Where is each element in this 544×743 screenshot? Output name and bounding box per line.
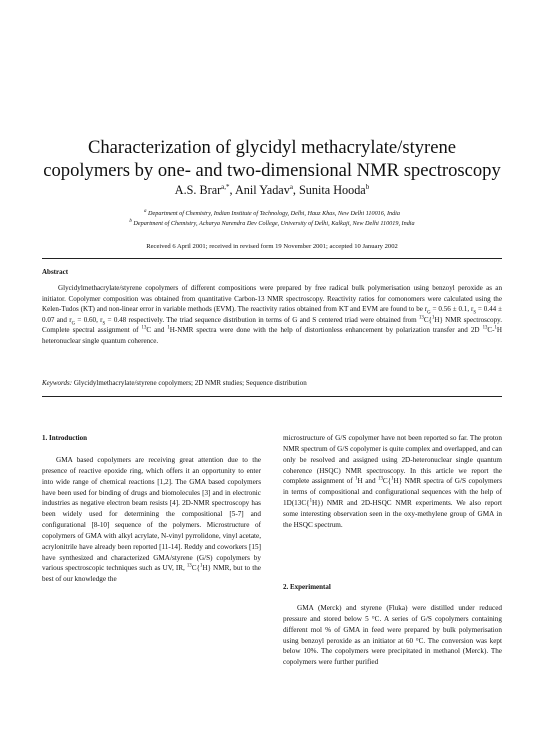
author-yadav-marks: a [289, 183, 293, 191]
author-brar-marks: a,* [221, 183, 230, 191]
abstract-text: H-NMR spectra were done with the help of distortionless enhancement by polarization transfer and 2D [169, 326, 483, 334]
body-text: GMA based copolymers are receiving great attention due to the presence of reactive epoxide ring, which offers it an opportunity to enter into wide range of chemical reactions [1,2]. The GMA based copolymers have been used for binding of drugs and biomolecules [3] and in electronic industries as negative electron beam resists [4]. 2D-NMR spectroscopy has been widely used for determining the compositional [5-7] and configurational [8-10] sequence of the polymers. Microstructure of copolymers of GMA with alkyl acrylate, N-vinyl pyrrolidone, vinyl acetate, acrylonitrile have already been reported [11-14]. Reddy and coworkers [15] have synthesized and characterized GMA/styrene (G/S) copolymers by various spectroscopic techniques such as UV, IR, [42, 456, 261, 573]
superscript: 1 [391, 476, 394, 482]
affiliation-b-mark: b [129, 219, 132, 224]
abstract-heading: Abstract [42, 268, 69, 276]
article-title [0, 136, 544, 182]
keywords-label: Keywords: [42, 379, 73, 387]
right-column-body [283, 433, 502, 531]
author-list [0, 183, 544, 198]
superscript: 13 [378, 476, 383, 482]
abstract-text: C and [146, 326, 168, 334]
body-text: C{ [382, 477, 392, 486]
author-yadav: , Anil Yadav [229, 183, 290, 198]
superscript: 1 [355, 476, 358, 482]
top-rule [42, 258, 502, 259]
keywords-line [42, 379, 502, 387]
body-text: C{ [191, 564, 200, 573]
abstract-text: = 0.44 ± 0.07 and r [42, 305, 502, 324]
abstract-text: H} NMR spectroscopy. Complete spectral assignment of [42, 315, 502, 334]
abstract-body [42, 283, 502, 346]
introduction-continuation [283, 433, 502, 531]
title-line-1: Characterization of glycidyl methacrylate/styrene [87, 137, 457, 158]
body-text: microstructure of G/S copolymer have not been reported so far. The proton NMR spectrum of G/S copolymer is quite complex and overlapped, and can only be resolved and assigned using 2D-heteronuclear single quantum coherence (HSQC) NMR spectroscopy. In this article we report the complete assignment of [283, 434, 502, 486]
subscript: G [71, 320, 76, 326]
superscript: 1 [431, 315, 435, 321]
received-dates: Received 6 April 2001; received in revised form 19 November 2001; accepted 10 January 2002 [146, 243, 398, 250]
abstract-text: C{ [423, 315, 432, 324]
subscript: S [102, 320, 106, 326]
introduction-paragraph [42, 455, 261, 585]
author-hooda-marks: b [365, 183, 370, 191]
subscript: S [473, 310, 477, 316]
experimental-body [283, 603, 502, 668]
body-text: H} NMR, but to the best of our knowledge the [42, 564, 261, 584]
abstract-text: H heteronuclear single quantum coherence. [42, 326, 502, 345]
abstract-bottom-rule [42, 396, 502, 397]
author-hooda: , Sunita Hooda [292, 183, 366, 198]
abstract-text: = 0.48 respectively. The triad sequence distribution in terms of G and S centered triad were obtained from [105, 315, 420, 324]
abstract-text: C- [487, 326, 495, 334]
author-brar: A.S. Brar [174, 183, 222, 198]
affiliation-b-text: Department of Chemistry, Acharya Narendra Dev College, University of Delhi, Kalkaji, New Delhi 110019, India [131, 220, 415, 228]
body-text: H} NMR spectra of G/S copolymers in terms of compositional and configurational sequences with the help of 1D(13C{ [283, 477, 502, 508]
introduction-heading: 1. Introduction [42, 434, 87, 442]
superscript: 1 [309, 498, 313, 504]
introduction-body [42, 455, 261, 585]
superscript: 1 [494, 325, 497, 331]
body-text: H and [357, 477, 379, 486]
superscript: 1 [167, 325, 170, 331]
superscript: 13 [186, 564, 192, 570]
superscript: 13 [482, 325, 488, 331]
affiliation-a-text: Department of Chemistry, Indian Institute of Technology, Delhi, Hauz Khas, New Delhi 110016, India [146, 210, 400, 218]
superscript: 13 [419, 315, 424, 321]
abstract-text: = 0.60, r [75, 315, 103, 324]
superscript: 13 [141, 325, 147, 331]
abstract-paragraph [42, 283, 502, 346]
subscript: G [427, 310, 431, 316]
keywords-text: Glycidylmethacrylate/styrene copolymers; 2D NMR studies; Sequence distribution [72, 379, 307, 387]
experimental-paragraph: GMA (Merck) and styrene (Fluka) were distilled under reduced pressure and stored below 5 °C. A series of G/S copolymers containing different mol % of GMA in feed were prepared by bulk polymerisation using benzoyl peroxide as an initiator at 60 °C. The conversion was kept below 10%. The copolymers were precipitated in methanol (Merck). The copolymers were further purified [283, 604, 502, 667]
title-line-2: copolymers by one- and two-dimensional NMR spectroscopy [43, 160, 501, 181]
affiliation-a [0, 209, 544, 217]
body-text: H}) NMR and 2D-HSQC NMR experiments. We also report some interesting observation seen in the oxy-methylene group of GMA in the HSQC spectrum. [283, 499, 502, 529]
abstract-text: = 0.56 ± 0.1, r [430, 305, 474, 313]
abstract-text: Glycidylmethacrylate/styrene copolymers of different compositions were prepared by free radical bulk polymerisation using benzoyl peroxide as an initiator. Copolymer composition was obtained from quantitative Carbon-13 NMR spectroscopy. Reactivity ratios for comonomers were calculated using the Kelen-Tudos (KT) and non-linear error in variable methods (EVM). The reactivity ratios obtained from KT and EVM are found to be r [42, 284, 502, 313]
superscript: 1 [199, 564, 203, 570]
affiliation-a-mark: a [144, 209, 147, 214]
affiliation-b [0, 219, 544, 227]
experimental-heading: 2. Experimental [283, 583, 331, 591]
